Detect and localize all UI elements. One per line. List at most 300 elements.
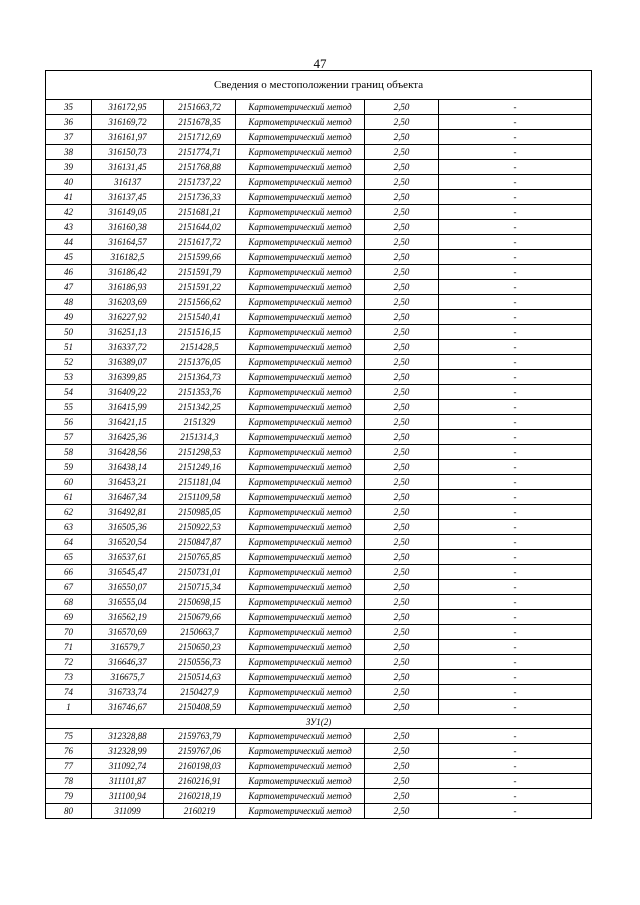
table-row: [46, 550, 592, 565]
description-cell: -: [439, 655, 592, 670]
description-cell: -: [439, 685, 592, 700]
point-number-cell: 51: [46, 340, 92, 355]
x-coordinate-cell: 311092,74: [92, 759, 164, 774]
method-cell: Картометрический метод: [236, 759, 365, 774]
x-coordinate-cell: 316137: [92, 175, 164, 190]
point-number-cell: 74: [46, 685, 92, 700]
table-row: [46, 535, 592, 550]
x-coordinate-cell: 316733,74: [92, 685, 164, 700]
table-row: [46, 415, 592, 430]
method-cell: Картометрический метод: [236, 235, 365, 250]
point-number-cell: 46: [46, 265, 92, 280]
accuracy-cell: 2,50: [365, 130, 439, 145]
point-number-cell: 60: [46, 475, 92, 490]
y-coordinate-cell: 2151663,72: [164, 100, 236, 115]
accuracy-cell: 2,50: [365, 625, 439, 640]
description-cell: -: [439, 460, 592, 475]
method-cell: Картометрический метод: [236, 610, 365, 625]
method-cell: Картометрический метод: [236, 340, 365, 355]
description-cell: -: [439, 205, 592, 220]
description-cell: -: [439, 130, 592, 145]
accuracy-cell: 2,50: [365, 280, 439, 295]
point-number-cell: 56: [46, 415, 92, 430]
accuracy-cell: 2,50: [365, 490, 439, 505]
accuracy-cell: 2,50: [365, 250, 439, 265]
point-number-cell: 43: [46, 220, 92, 235]
point-number-cell: 63: [46, 520, 92, 535]
method-cell: Картометрический метод: [236, 415, 365, 430]
table-row: [46, 640, 592, 655]
accuracy-cell: 2,50: [365, 595, 439, 610]
y-coordinate-cell: 2151768,88: [164, 160, 236, 175]
x-coordinate-cell: 316164,57: [92, 235, 164, 250]
method-cell: Картометрический метод: [236, 370, 365, 385]
table-row: [46, 130, 592, 145]
y-coordinate-cell: 2150847,87: [164, 535, 236, 550]
accuracy-cell: 2,50: [365, 385, 439, 400]
method-cell: Картометрический метод: [236, 460, 365, 475]
accuracy-cell: 2,50: [365, 744, 439, 759]
table-row: [46, 505, 592, 520]
table-row: [46, 250, 592, 265]
x-coordinate-cell: 316161,97: [92, 130, 164, 145]
description-cell: -: [439, 625, 592, 640]
y-coordinate-cell: 2160216,91: [164, 774, 236, 789]
accuracy-cell: 2,50: [365, 655, 439, 670]
x-coordinate-cell: 316150,73: [92, 145, 164, 160]
table-title-row: [46, 71, 592, 100]
description-cell: -: [439, 430, 592, 445]
description-cell: -: [439, 505, 592, 520]
point-number-cell: 42: [46, 205, 92, 220]
point-number-cell: 79: [46, 789, 92, 804]
table-row: [46, 685, 592, 700]
x-coordinate-cell: 316137,45: [92, 190, 164, 205]
accuracy-cell: 2,50: [365, 565, 439, 580]
x-coordinate-cell: 316555,04: [92, 595, 164, 610]
y-coordinate-cell: 2150650,23: [164, 640, 236, 655]
y-coordinate-cell: 2160198,03: [164, 759, 236, 774]
description-cell: -: [439, 340, 592, 355]
x-coordinate-cell: 316505,36: [92, 520, 164, 535]
table-row: [46, 355, 592, 370]
table-row: [46, 445, 592, 460]
table-title: Сведения о местоположении границ объекта: [46, 71, 592, 100]
description-cell: -: [439, 400, 592, 415]
description-cell: -: [439, 115, 592, 130]
description-cell: -: [439, 190, 592, 205]
x-coordinate-cell: 316227,92: [92, 310, 164, 325]
method-cell: Картометрический метод: [236, 250, 365, 265]
method-cell: Картометрический метод: [236, 774, 365, 789]
accuracy-cell: 2,50: [365, 370, 439, 385]
method-cell: Картометрический метод: [236, 430, 365, 445]
page-number: 47: [313, 56, 327, 71]
y-coordinate-cell: 2150698,15: [164, 595, 236, 610]
description-cell: -: [439, 325, 592, 340]
description-cell: -: [439, 145, 592, 160]
method-cell: Картометрический метод: [236, 175, 365, 190]
point-number-cell: 72: [46, 655, 92, 670]
point-number-cell: 52: [46, 355, 92, 370]
accuracy-cell: 2,50: [365, 205, 439, 220]
method-cell: Картометрический метод: [236, 310, 365, 325]
method-cell: Картометрический метод: [236, 190, 365, 205]
y-coordinate-cell: 2151353,76: [164, 385, 236, 400]
point-number-cell: 58: [46, 445, 92, 460]
description-cell: -: [439, 610, 592, 625]
accuracy-cell: 2,50: [365, 115, 439, 130]
accuracy-cell: 2,50: [365, 220, 439, 235]
x-coordinate-cell: 316428,56: [92, 445, 164, 460]
point-number-cell: 57: [46, 430, 92, 445]
method-cell: Картометрический метод: [236, 160, 365, 175]
accuracy-cell: 2,50: [365, 505, 439, 520]
y-coordinate-cell: 2150985,05: [164, 505, 236, 520]
table-row: [46, 385, 592, 400]
x-coordinate-cell: 316579,7: [92, 640, 164, 655]
section-row: [46, 715, 592, 729]
x-coordinate-cell: 316646,37: [92, 655, 164, 670]
accuracy-cell: 2,50: [365, 580, 439, 595]
y-coordinate-cell: 2151298,53: [164, 445, 236, 460]
y-coordinate-cell: 2151181,04: [164, 475, 236, 490]
x-coordinate-cell: 316169,72: [92, 115, 164, 130]
description-cell: -: [439, 774, 592, 789]
point-number-cell: 50: [46, 325, 92, 340]
y-coordinate-cell: 2159767,06: [164, 744, 236, 759]
y-coordinate-cell: 2160218,19: [164, 789, 236, 804]
y-coordinate-cell: 2150408,59: [164, 700, 236, 715]
method-cell: Картометрический метод: [236, 490, 365, 505]
x-coordinate-cell: 316131,45: [92, 160, 164, 175]
x-coordinate-cell: 316746,67: [92, 700, 164, 715]
y-coordinate-cell: 2151774,71: [164, 145, 236, 160]
table-row: [46, 759, 592, 774]
y-coordinate-cell: 2151376,05: [164, 355, 236, 370]
point-number-cell: 80: [46, 804, 92, 819]
table-row: [46, 175, 592, 190]
table-row: [46, 700, 592, 715]
table-row: [46, 475, 592, 490]
method-cell: Картометрический метод: [236, 685, 365, 700]
x-coordinate-cell: 316389,07: [92, 355, 164, 370]
table-row: [46, 774, 592, 789]
accuracy-cell: 2,50: [365, 445, 439, 460]
description-cell: -: [439, 295, 592, 310]
x-coordinate-cell: 316172,95: [92, 100, 164, 115]
description-cell: -: [439, 490, 592, 505]
table-row: [46, 220, 592, 235]
description-cell: -: [439, 370, 592, 385]
y-coordinate-cell: 2150765,85: [164, 550, 236, 565]
point-number-cell: 40: [46, 175, 92, 190]
x-coordinate-cell: 312328,99: [92, 744, 164, 759]
x-coordinate-cell: 316675,7: [92, 670, 164, 685]
description-cell: -: [439, 565, 592, 580]
method-cell: Картометрический метод: [236, 325, 365, 340]
description-cell: -: [439, 175, 592, 190]
point-number-cell: 77: [46, 759, 92, 774]
method-cell: Картометрический метод: [236, 280, 365, 295]
y-coordinate-cell: 2150514,63: [164, 670, 236, 685]
method-cell: Картометрический метод: [236, 595, 365, 610]
x-coordinate-cell: 316337,72: [92, 340, 164, 355]
table-row: [46, 565, 592, 580]
description-cell: -: [439, 789, 592, 804]
description-cell: -: [439, 744, 592, 759]
y-coordinate-cell: 2150679,66: [164, 610, 236, 625]
method-cell: Картометрический метод: [236, 580, 365, 595]
description-cell: -: [439, 595, 592, 610]
x-coordinate-cell: 316438,14: [92, 460, 164, 475]
table-row: [46, 370, 592, 385]
x-coordinate-cell: 316203,69: [92, 295, 164, 310]
x-coordinate-cell: 316570,69: [92, 625, 164, 640]
x-coordinate-cell: 316467,34: [92, 490, 164, 505]
point-number-cell: 53: [46, 370, 92, 385]
table-row: [46, 100, 592, 115]
description-cell: -: [439, 535, 592, 550]
method-cell: Картометрический метод: [236, 205, 365, 220]
accuracy-cell: 2,50: [365, 640, 439, 655]
method-cell: Картометрический метод: [236, 625, 365, 640]
method-cell: Картометрический метод: [236, 130, 365, 145]
table-row: [46, 265, 592, 280]
description-cell: -: [439, 640, 592, 655]
table-row: [46, 430, 592, 445]
y-coordinate-cell: 2160219: [164, 804, 236, 819]
description-cell: -: [439, 160, 592, 175]
point-number-cell: 59: [46, 460, 92, 475]
accuracy-cell: 2,50: [365, 774, 439, 789]
x-coordinate-cell: 316425,36: [92, 430, 164, 445]
accuracy-cell: 2,50: [365, 535, 439, 550]
x-coordinate-cell: 311100,94: [92, 789, 164, 804]
point-number-cell: 47: [46, 280, 92, 295]
section-label: ЗУ1(2): [46, 715, 592, 729]
table-row: [46, 744, 592, 759]
accuracy-cell: 2,50: [365, 400, 439, 415]
y-coordinate-cell: 2151329: [164, 415, 236, 430]
y-coordinate-cell: 2150663,7: [164, 625, 236, 640]
point-number-cell: 65: [46, 550, 92, 565]
description-cell: -: [439, 310, 592, 325]
table-row: [46, 490, 592, 505]
x-coordinate-cell: 316409,22: [92, 385, 164, 400]
y-coordinate-cell: 2150715,34: [164, 580, 236, 595]
x-coordinate-cell: 316520,54: [92, 535, 164, 550]
method-cell: Картометрический метод: [236, 445, 365, 460]
y-coordinate-cell: 2151591,22: [164, 280, 236, 295]
method-cell: Картометрический метод: [236, 115, 365, 130]
method-cell: Картометрический метод: [236, 640, 365, 655]
method-cell: Картометрический метод: [236, 535, 365, 550]
table-row: [46, 595, 592, 610]
description-cell: -: [439, 355, 592, 370]
method-cell: Картометрический метод: [236, 565, 365, 580]
point-number-cell: 67: [46, 580, 92, 595]
method-cell: Картометрический метод: [236, 670, 365, 685]
y-coordinate-cell: 2151681,21: [164, 205, 236, 220]
point-number-cell: 45: [46, 250, 92, 265]
accuracy-cell: 2,50: [365, 430, 439, 445]
table-row: [46, 340, 592, 355]
x-coordinate-cell: 316492,81: [92, 505, 164, 520]
point-number-cell: 35: [46, 100, 92, 115]
method-cell: Картометрический метод: [236, 400, 365, 415]
table-row: [46, 789, 592, 804]
method-cell: Картометрический метод: [236, 550, 365, 565]
x-coordinate-cell: 316421,15: [92, 415, 164, 430]
x-coordinate-cell: 316453,21: [92, 475, 164, 490]
method-cell: Картометрический метод: [236, 145, 365, 160]
table-row: [46, 310, 592, 325]
point-number-cell: 68: [46, 595, 92, 610]
y-coordinate-cell: 2151428,5: [164, 340, 236, 355]
y-coordinate-cell: 2151736,33: [164, 190, 236, 205]
accuracy-cell: 2,50: [365, 685, 439, 700]
method-cell: Картометрический метод: [236, 385, 365, 400]
description-cell: -: [439, 445, 592, 460]
method-cell: Картометрический метод: [236, 220, 365, 235]
table-row: [46, 145, 592, 160]
table-row: [46, 295, 592, 310]
method-cell: Картометрический метод: [236, 729, 365, 744]
description-cell: -: [439, 475, 592, 490]
description-cell: -: [439, 729, 592, 744]
point-number-cell: 54: [46, 385, 92, 400]
accuracy-cell: 2,50: [365, 670, 439, 685]
table-row: [46, 115, 592, 130]
description-cell: -: [439, 250, 592, 265]
description-cell: -: [439, 385, 592, 400]
y-coordinate-cell: 2151678,35: [164, 115, 236, 130]
accuracy-cell: 2,50: [365, 520, 439, 535]
method-cell: Картометрический метод: [236, 789, 365, 804]
method-cell: Картометрический метод: [236, 265, 365, 280]
y-coordinate-cell: 2151314,3: [164, 430, 236, 445]
table-row: [46, 729, 592, 744]
method-cell: Картометрический метод: [236, 655, 365, 670]
table-row: [46, 190, 592, 205]
point-number-cell: 66: [46, 565, 92, 580]
point-number-cell: 38: [46, 145, 92, 160]
method-cell: Картометрический метод: [236, 475, 365, 490]
y-coordinate-cell: 2151540,41: [164, 310, 236, 325]
y-coordinate-cell: 2151566,62: [164, 295, 236, 310]
accuracy-cell: 2,50: [365, 265, 439, 280]
description-cell: -: [439, 100, 592, 115]
y-coordinate-cell: 2150427,9: [164, 685, 236, 700]
accuracy-cell: 2,50: [365, 175, 439, 190]
x-coordinate-cell: 316562,19: [92, 610, 164, 625]
y-coordinate-cell: 2151737,22: [164, 175, 236, 190]
point-number-cell: 70: [46, 625, 92, 640]
description-cell: -: [439, 415, 592, 430]
description-cell: -: [439, 280, 592, 295]
x-coordinate-cell: 316251,13: [92, 325, 164, 340]
y-coordinate-cell: 2151591,79: [164, 265, 236, 280]
table-row: [46, 325, 592, 340]
accuracy-cell: 2,50: [365, 145, 439, 160]
x-coordinate-cell: 311099: [92, 804, 164, 819]
description-cell: -: [439, 670, 592, 685]
y-coordinate-cell: 2151644,02: [164, 220, 236, 235]
x-coordinate-cell: 312328,88: [92, 729, 164, 744]
y-coordinate-cell: 2151712,69: [164, 130, 236, 145]
accuracy-cell: 2,50: [365, 789, 439, 804]
y-coordinate-cell: 2151617,72: [164, 235, 236, 250]
point-number-cell: 78: [46, 774, 92, 789]
table-row: [46, 235, 592, 250]
method-cell: Картометрический метод: [236, 355, 365, 370]
table-row: [46, 205, 592, 220]
accuracy-cell: 2,50: [365, 295, 439, 310]
table-row: [46, 280, 592, 295]
point-number-cell: 39: [46, 160, 92, 175]
point-number-cell: 73: [46, 670, 92, 685]
accuracy-cell: 2,50: [365, 235, 439, 250]
y-coordinate-cell: 2151249,16: [164, 460, 236, 475]
point-number-cell: 55: [46, 400, 92, 415]
accuracy-cell: 2,50: [365, 325, 439, 340]
point-number-cell: 49: [46, 310, 92, 325]
point-number-cell: 37: [46, 130, 92, 145]
table-row: [46, 655, 592, 670]
y-coordinate-cell: 2159763,79: [164, 729, 236, 744]
x-coordinate-cell: 316160,38: [92, 220, 164, 235]
description-cell: -: [439, 580, 592, 595]
table-row: [46, 580, 592, 595]
y-coordinate-cell: 2150556,73: [164, 655, 236, 670]
method-cell: Картометрический метод: [236, 744, 365, 759]
x-coordinate-cell: 316550,07: [92, 580, 164, 595]
accuracy-cell: 2,50: [365, 475, 439, 490]
point-number-cell: 41: [46, 190, 92, 205]
y-coordinate-cell: 2151516,15: [164, 325, 236, 340]
point-number-cell: 75: [46, 729, 92, 744]
method-cell: Картометрический метод: [236, 295, 365, 310]
y-coordinate-cell: 2151364,73: [164, 370, 236, 385]
description-cell: -: [439, 220, 592, 235]
table-row: [46, 520, 592, 535]
accuracy-cell: 2,50: [365, 310, 439, 325]
method-cell: Картометрический метод: [236, 804, 365, 819]
accuracy-cell: 2,50: [365, 355, 439, 370]
accuracy-cell: 2,50: [365, 460, 439, 475]
description-cell: -: [439, 700, 592, 715]
description-cell: -: [439, 265, 592, 280]
y-coordinate-cell: 2151599,66: [164, 250, 236, 265]
accuracy-cell: 2,50: [365, 190, 439, 205]
accuracy-cell: 2,50: [365, 804, 439, 819]
point-number-cell: 76: [46, 744, 92, 759]
x-coordinate-cell: 316149,05: [92, 205, 164, 220]
point-number-cell: 61: [46, 490, 92, 505]
method-cell: Картометрический метод: [236, 700, 365, 715]
y-coordinate-cell: 2150731,01: [164, 565, 236, 580]
point-number-cell: 69: [46, 610, 92, 625]
description-cell: -: [439, 235, 592, 250]
method-cell: Картометрический метод: [236, 100, 365, 115]
accuracy-cell: 2,50: [365, 729, 439, 744]
x-coordinate-cell: 316537,61: [92, 550, 164, 565]
x-coordinate-cell: 316182,5: [92, 250, 164, 265]
description-cell: -: [439, 759, 592, 774]
accuracy-cell: 2,50: [365, 700, 439, 715]
description-cell: -: [439, 804, 592, 819]
